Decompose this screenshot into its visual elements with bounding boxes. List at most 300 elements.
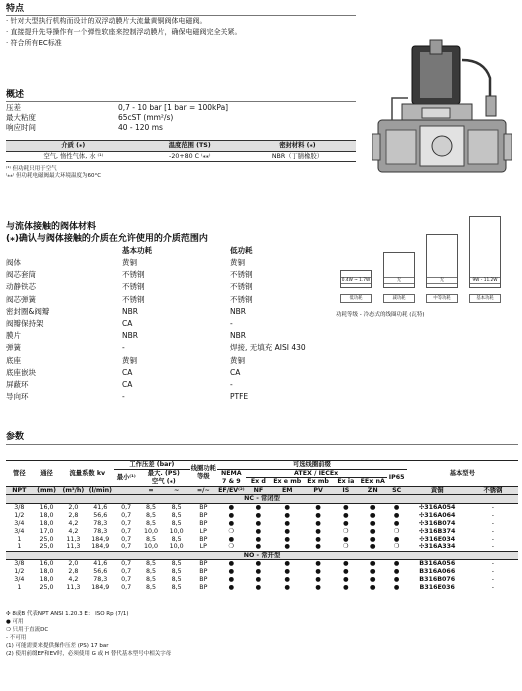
temperature-header: 温度范围 (TS): [141, 141, 239, 152]
table-cell: 3/4: [14, 519, 25, 527]
nema-header: NEMA: [220, 469, 242, 477]
table-row: [6, 527, 518, 535]
table-cell: 25,0: [39, 543, 54, 551]
table-cell: B316B076: [419, 576, 456, 584]
table-row: [6, 519, 518, 527]
table-cell: ●: [393, 576, 400, 584]
spec-value: 65cST (mm²/s): [118, 113, 174, 122]
table-row: [6, 503, 518, 511]
table-cell: 18,0: [39, 511, 54, 519]
unit-lmin: (l/min): [86, 486, 114, 495]
table-cell: 0,7: [121, 527, 132, 535]
table-cell: 184,9: [91, 535, 110, 543]
table-cell: BP: [199, 584, 208, 592]
table-cell: 8,5: [145, 584, 156, 592]
table-cell: -: [491, 584, 495, 592]
table-cell: 10,0: [169, 543, 184, 551]
table-cell: ✣316A054: [419, 503, 456, 511]
material-part: 弹簧: [6, 343, 21, 353]
unit-stainless: 不锈钢: [468, 486, 518, 495]
media-value: 空气, 惰性气体, 水 ⁽¹⁾: [6, 151, 141, 162]
spec-value: 0,7 - 10 bar [1 bar = 100kPa]: [118, 103, 229, 112]
table-cell: ●: [315, 560, 321, 568]
unit-acdc: =/~: [190, 486, 218, 495]
table-cell: ●: [369, 560, 376, 568]
table-cell: 3/8: [14, 560, 25, 568]
power-bar-basic: [469, 216, 501, 288]
table-cell: ✣316A064: [419, 511, 456, 519]
table-cell: ●: [228, 576, 235, 584]
table-cell: ●: [228, 560, 235, 568]
exna-header: EEx nA: [360, 478, 385, 486]
table-cell: 0,7: [121, 535, 132, 543]
material-basic: CA: [122, 380, 133, 390]
table-cell: ●: [255, 576, 262, 584]
material-low: 黄铜: [230, 355, 245, 365]
table-cell: ●: [315, 519, 321, 527]
legend-line: ✣ 8或B 代表NPT ANSI 1.20.3 E： ISO Rp (7/1): [6, 611, 129, 617]
ip65-header: IP65: [388, 473, 405, 481]
parameters-legend: [6, 610, 171, 658]
material-part: 底座嵌块: [6, 367, 36, 377]
table-cell: 8,5: [171, 584, 182, 592]
power-bar-reduced: [383, 252, 415, 288]
unit-mm: (mm): [33, 486, 61, 495]
table-cell: ●: [343, 503, 349, 511]
table-row: [6, 584, 518, 592]
table-cell: ●: [284, 535, 290, 543]
material-basic: 黄铜: [122, 355, 137, 365]
table-cell: ●: [228, 584, 235, 592]
table-cell: ●: [284, 519, 290, 527]
material-basic: 不锈钢: [122, 282, 145, 292]
table-cell: ●: [315, 535, 321, 543]
table-cell: LP: [199, 543, 207, 551]
table-cell: ●: [315, 543, 321, 551]
material-low: 不锈钢: [230, 294, 253, 304]
table-cell: 78,3: [93, 519, 108, 527]
table-cell: 18,0: [39, 576, 54, 584]
table-cell: ●: [393, 584, 400, 592]
unit-blank: [114, 486, 138, 495]
prefix-sc: SC: [387, 486, 407, 495]
table-cell: ●: [284, 527, 290, 535]
feature-bullet: · 直接提升先导操作有一个弹性软座来控制浮动膜片，确保电磁阀完全关紧。: [6, 28, 242, 36]
table-cell: 1/2: [14, 568, 25, 576]
table-cell: -: [491, 560, 495, 568]
no-section-label: NO - 常开型: [6, 551, 518, 560]
divider: [6, 15, 356, 16]
table-cell: B316A066: [419, 568, 456, 576]
atex-header: ATEX / IECEx: [246, 469, 387, 478]
table-cell: 78,3: [93, 527, 108, 535]
table-cell: ●: [369, 527, 376, 535]
table-cell: 18,0: [39, 568, 54, 576]
table-cell: ●: [393, 503, 400, 511]
table-cell: BP: [199, 503, 208, 511]
table-cell: ●: [369, 568, 376, 576]
table-cell: ●: [255, 543, 262, 551]
table-cell: 8,5: [171, 519, 182, 527]
table-cell: ●: [393, 511, 400, 519]
seal-header: 密封材料 (⁎): [239, 141, 356, 152]
media-table: [6, 140, 356, 162]
overview-specs: [6, 103, 318, 132]
material-low: PTFE: [230, 392, 249, 402]
material-part: 阀瓣保持架: [6, 319, 44, 329]
table-cell: ●: [369, 503, 376, 511]
table-row: [6, 568, 518, 576]
power-caption: 减功耗: [383, 294, 415, 303]
table-cell: ●: [255, 535, 262, 543]
unit-brass: 黄铜: [407, 486, 468, 495]
power-caption: 中等功耗: [426, 294, 458, 303]
table-cell: ❍: [343, 543, 349, 551]
prefix-efev: EF/EV⁽²⁾: [218, 486, 245, 494]
material-basic: 不锈钢: [122, 270, 145, 280]
table-row: [6, 543, 518, 551]
materials-title: 与流体接触的阀体材料: [6, 222, 97, 232]
power-level-graphic: [330, 198, 520, 328]
basic-model-header: 基本型号: [407, 461, 518, 487]
footnote: ⁽⁎⁎⁾ 但功耗电磁阀最大环境温度为60°C: [6, 172, 102, 179]
table-cell: ●: [315, 503, 321, 511]
material-part: 密封圈&阀瓣: [6, 306, 50, 316]
overview-notes: [6, 166, 101, 179]
table-cell: -: [491, 576, 495, 584]
table-cell: ●: [343, 535, 349, 543]
material-low: 黄铜: [230, 258, 245, 267]
exemb-header: Ex e mb: [273, 478, 302, 486]
table-cell: ●: [255, 560, 262, 568]
table-row: [6, 576, 518, 584]
unit-m3h: (m³/h): [60, 486, 86, 495]
table-cell: 11,3: [66, 535, 81, 543]
material-part: 阀芯弹簧: [6, 294, 36, 304]
table-cell: ●: [255, 527, 262, 535]
pressure-header: 工作压差 (bar): [114, 461, 189, 470]
table-cell: 8,5: [171, 503, 182, 511]
power-caption: 基本功耗: [469, 294, 501, 303]
table-row: [6, 511, 518, 519]
material-low: NBR: [230, 306, 246, 316]
table-cell: 78,3: [93, 576, 108, 584]
table-cell: 0,7: [121, 543, 132, 551]
table-cell: ✣316B074: [419, 519, 456, 527]
table-row: [6, 151, 356, 162]
table-cell: ●: [393, 560, 400, 568]
material-low: 焊接, 无填充 AISI 430: [230, 343, 306, 353]
material-low: 不锈钢: [230, 270, 253, 280]
table-cell: 0,7: [121, 584, 132, 592]
material-part: 底座: [6, 355, 21, 365]
table-cell: ●: [393, 568, 400, 576]
table-cell: 2,8: [68, 511, 79, 519]
material-basic: 不锈钢: [122, 294, 145, 304]
power-bar-low: [340, 270, 372, 288]
table-cell: 4,2: [68, 519, 79, 527]
table-cell: 2,0: [68, 560, 79, 568]
material-part: 屏蔽环: [6, 380, 29, 390]
material-low: NBR: [230, 331, 246, 341]
table-cell: 25,0: [39, 584, 54, 592]
table-cell: 8,5: [145, 503, 156, 511]
pipe-size-header: 管径: [6, 461, 33, 487]
table-cell: 8,5: [145, 576, 156, 584]
table-cell: 41,6: [93, 503, 108, 511]
material-part: 阀芯套筒: [6, 270, 36, 280]
table-cell: BP: [199, 560, 208, 568]
params-title: 参数: [6, 432, 25, 442]
table-cell: 41,6: [93, 560, 108, 568]
divider: [6, 444, 518, 445]
table-cell: ●: [228, 511, 235, 519]
feature-bullet: · 针对大型执行机构而设计的双浮动膜片大流量黄铜阀体电磁阀。: [6, 17, 207, 25]
material-basic: CA: [122, 367, 133, 377]
valve-sectional-image: [372, 38, 512, 188]
table-cell: ●: [315, 568, 321, 576]
exd-header: Ex d: [250, 478, 266, 486]
table-cell: -: [491, 535, 495, 543]
table-cell: ●: [343, 584, 349, 592]
table-cell: BP: [199, 568, 208, 576]
material-part: 膜片: [6, 331, 21, 341]
materials-table: [6, 257, 336, 403]
legend-line: - 不可用: [6, 635, 27, 641]
prefix-zn: ZN: [359, 486, 387, 495]
table-cell: 4,2: [68, 576, 79, 584]
material-low: -: [230, 319, 233, 329]
power-caption: 低功耗: [340, 294, 372, 303]
material-part: 导向环: [6, 392, 29, 402]
table-cell: 1: [17, 584, 22, 592]
table-cell: 2,8: [68, 568, 79, 576]
table-cell: 1/2: [14, 511, 25, 519]
spec-label: 压差: [6, 103, 21, 112]
table-cell: ●: [369, 584, 376, 592]
table-cell: 8,5: [145, 511, 156, 519]
table-cell: ●: [315, 527, 321, 535]
table-cell: 17,0: [39, 527, 54, 535]
table-cell: 8,5: [171, 576, 182, 584]
table-cell: -: [491, 511, 495, 519]
legend-line: (1) 可能需要来提供操作压差 (PS) 17 bar: [6, 643, 109, 649]
unit-npt: NPT: [6, 486, 33, 495]
table-row: [6, 535, 518, 543]
table-cell: 11,3: [66, 584, 81, 592]
table-cell: ●: [284, 568, 290, 576]
table-cell: ●: [284, 576, 290, 584]
table-cell: ✣316A334: [419, 543, 456, 551]
spec-value: 40 - 120 ms: [118, 123, 163, 132]
max-ps-header: 最大. (PS): [147, 469, 180, 477]
table-cell: 0,7: [121, 560, 132, 568]
table-cell: 8,5: [171, 568, 182, 576]
table-cell: 10,0: [169, 527, 184, 535]
air-header: 空气 (⁎): [151, 477, 176, 485]
unit-ac: ~: [164, 486, 190, 495]
exmb-header: Ex mb: [307, 478, 329, 486]
power-bar-label: 无: [427, 277, 457, 284]
table-cell: ●: [393, 519, 400, 527]
spec-label: 响应时间: [6, 123, 36, 132]
table-cell: 1: [17, 535, 22, 543]
col-basic-power: 基本功耗: [122, 246, 152, 255]
flow-header: 流量系数 kv: [60, 461, 114, 487]
table-cell: ●: [284, 584, 290, 592]
table-cell: 0,7: [121, 568, 132, 576]
table-cell: ●: [343, 511, 349, 519]
legend-line: (2) 使用前缀EF和EV时，必须使用 G 或 H 替代基本型号中相关字母: [6, 651, 172, 657]
table-cell: 56,6: [93, 511, 108, 519]
table-cell: ❍: [393, 543, 400, 551]
unit-dc: =: [138, 486, 164, 495]
table-cell: ●: [369, 576, 376, 584]
table-cell: ●: [255, 584, 262, 592]
prefix-pv: PV: [303, 486, 333, 495]
table-cell: 3/4: [14, 576, 25, 584]
table-row: [6, 560, 518, 568]
table-cell: ●: [228, 503, 235, 511]
table-cell: ●: [255, 511, 262, 519]
table-cell: 0,7: [121, 511, 132, 519]
table-cell: 8,5: [145, 519, 156, 527]
exia-header: Ex ia: [337, 478, 355, 486]
table-cell: ●: [369, 511, 376, 519]
table-cell: ●: [393, 535, 400, 543]
table-cell: -: [491, 527, 495, 535]
table-cell: BP: [199, 535, 208, 543]
table-cell: ●: [369, 535, 376, 543]
material-low: CA: [230, 367, 241, 377]
legend-line: ● 可用: [6, 619, 24, 625]
material-basic: -: [122, 392, 125, 402]
table-cell: ●: [343, 568, 349, 576]
prefix-em: EM: [271, 486, 303, 495]
table-cell: BP: [199, 576, 208, 584]
divider: [6, 101, 356, 102]
table-cell: ●: [343, 519, 349, 527]
table-cell: BP: [199, 511, 208, 519]
table-cell: 56,6: [93, 568, 108, 576]
table-cell: -: [491, 568, 495, 576]
table-cell: ●: [284, 560, 290, 568]
table-cell: -: [491, 543, 495, 551]
features-title: 特点: [6, 4, 25, 14]
table-cell: B316E036: [419, 584, 455, 592]
nema-sub-header: 7 & 9: [222, 477, 241, 485]
table-cell: 0,7: [121, 503, 132, 511]
optional-prefix-header: 可选线圈前缀: [217, 461, 407, 470]
nc-section-label: NC - 常闭型: [6, 495, 518, 504]
table-cell: ●: [315, 584, 321, 592]
table-cell: ●: [255, 519, 262, 527]
table-cell: ●: [315, 511, 321, 519]
table-cell: ●: [315, 576, 321, 584]
table-cell: ●: [343, 560, 349, 568]
footnote: ⁽¹⁾ 但功耗只用于空气: [6, 166, 57, 172]
table-cell: 0,7: [121, 576, 132, 584]
col-low-power: 低功耗: [230, 246, 253, 255]
prefix-is: IS: [333, 486, 359, 495]
table-cell: ●: [284, 503, 290, 511]
table-cell: 1: [17, 543, 22, 551]
power-bar-label: 无: [384, 277, 414, 284]
min-header: 最小⁽¹⁾: [116, 473, 136, 481]
table-cell: ❍: [228, 527, 235, 535]
table-cell: 16,0: [39, 503, 54, 511]
seal-value: NBR（丁腈橡胶）: [239, 151, 356, 162]
table-cell: -: [491, 503, 495, 511]
material-basic: NBR: [122, 331, 138, 341]
table-cell: ●: [255, 503, 262, 511]
power-bar-medium: [426, 234, 458, 288]
table-cell: 8,5: [145, 535, 156, 543]
media-header: 介质 (⁎): [6, 141, 141, 152]
power-bar-label: 0.4W ~ 1.7W: [341, 277, 371, 283]
table-cell: 8,5: [145, 568, 156, 576]
power-footnote: 功耗等级 - 冷态式的线圈功耗 (瓦特): [336, 312, 425, 318]
table-cell: ❍: [228, 543, 235, 551]
table-cell: 8,5: [171, 535, 182, 543]
materials-subtitle: (⁎)确认与阀体接触的介质在允许使用的介质范围内: [6, 234, 208, 244]
table-cell: 25,0: [39, 535, 54, 543]
table-cell: ✣316B374: [419, 527, 456, 535]
table-cell: 8,5: [171, 560, 182, 568]
coil-power-header: 线圈功耗等级: [190, 461, 218, 487]
table-cell: 0,7: [121, 519, 132, 527]
table-cell: B316A056: [419, 560, 456, 568]
prefix-nf: NF: [246, 486, 272, 495]
material-low: 不锈钢: [230, 282, 253, 292]
table-cell: 10,0: [143, 527, 158, 535]
table-cell: ●: [284, 511, 290, 519]
material-part: 动静铁芯: [6, 282, 36, 292]
spec-label: 最大粘度: [6, 113, 36, 122]
table-cell: ●: [284, 543, 290, 551]
table-cell: 10,0: [143, 543, 158, 551]
table-cell: 184,9: [91, 584, 110, 592]
table-cell: 8,5: [171, 511, 182, 519]
material-basic: -: [122, 343, 125, 353]
legend-line: ❍ 只用于直流DC: [6, 627, 49, 633]
table-cell: ●: [343, 576, 349, 584]
table-cell: 18,0: [39, 519, 54, 527]
table-cell: 2,0: [68, 503, 79, 511]
material-basic: NBR: [122, 306, 138, 316]
table-cell: ●: [228, 535, 235, 543]
table-cell: LP: [199, 527, 207, 535]
table-cell: BP: [199, 519, 208, 527]
table-cell: 11,3: [66, 543, 81, 551]
temperature-value: -20+80 C ⁽⁎⁎⁾: [141, 151, 239, 162]
table-cell: ●: [369, 519, 376, 527]
table-cell: ❍: [343, 527, 349, 535]
table-cell: 4,2: [68, 527, 79, 535]
parameters-table: [6, 460, 518, 592]
table-cell: 16,0: [39, 560, 54, 568]
table-cell: 3/8: [14, 503, 25, 511]
orifice-header: 通径: [33, 461, 61, 487]
material-basic: 黄铜: [122, 258, 137, 267]
table-cell: ❍: [393, 527, 400, 535]
material-part: 阀体: [6, 258, 21, 267]
table-cell: -: [491, 519, 495, 527]
features-list: [6, 17, 356, 50]
table-cell: ✣316E034: [419, 535, 456, 543]
table-cell: 184,9: [91, 543, 110, 551]
feature-bullet: · 符合所有EC标准: [6, 39, 62, 47]
